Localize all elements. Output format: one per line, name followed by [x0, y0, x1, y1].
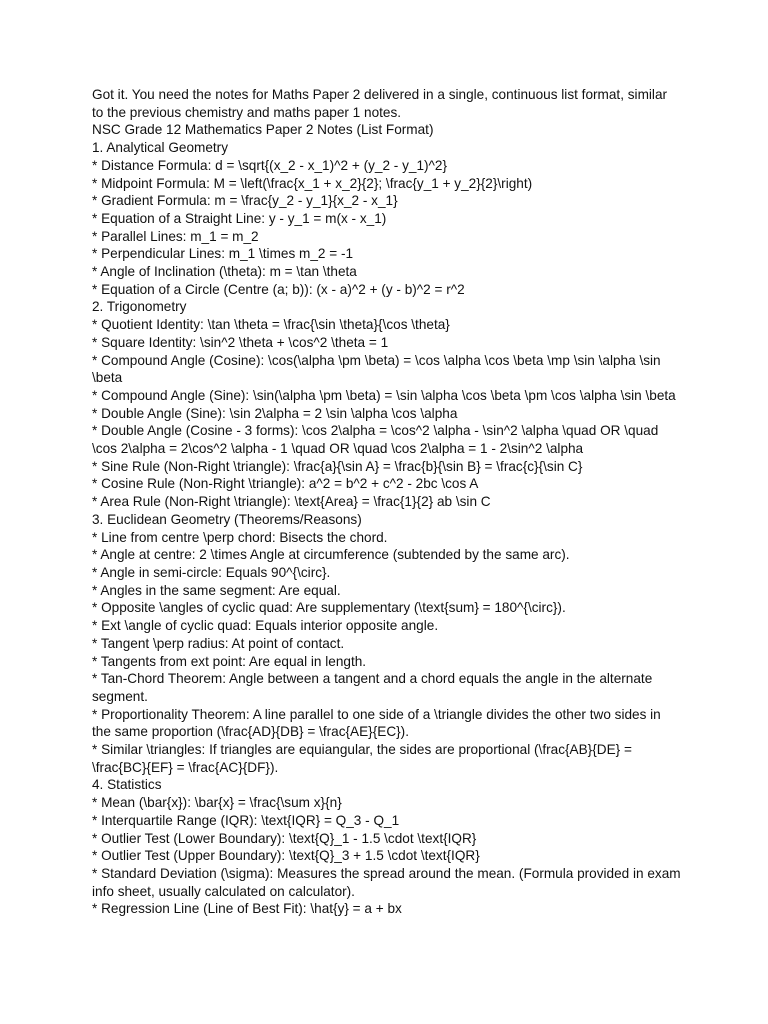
list-item: * Area Rule (Non-Right \triangle): \text{Area} = \frac{1}{2} ab \sin C	[92, 494, 491, 510]
list-item: * Regression Line (Line of Best Fit): \hat{y} = a + bx	[92, 901, 402, 917]
list-item: * Angle in semi-circle: Equals 90^{\circ}.	[92, 564, 331, 580]
list-item: * Compound Angle (Cosine): \cos(\alpha \pm \beta) = \cos \alpha \cos \beta \mp \sin \alpha \sin \beta	[92, 352, 661, 386]
list-item: * Sine Rule (Non-Right \triangle): \frac{a}{\sin A} = \frac{b}{\sin B} = \frac{c}{\sin C}	[92, 458, 583, 474]
list-item: * Quotient Identity: \tan \theta = \frac{\sin \theta}{\cos \theta}	[92, 317, 450, 333]
list-item: * Similar \triangles: If triangles are equiangular, the sides are proportional (\frac{AB}{DE} = \frac{BC}{EF} = \frac{AC}{DF}).	[92, 742, 632, 775]
list-item: * Compound Angle (Sine): \sin(\alpha \pm \beta) = \sin \alpha \cos \beta \pm \cos \alpha \sin \beta	[92, 387, 676, 403]
list-item: * Opposite \angles of cyclic quad: Are supplementary (\text{sum} = 180^{\circ}).	[92, 600, 566, 616]
list-item: * Perpendicular Lines: m_1 \times m_2 = -1	[92, 246, 354, 262]
list-item: * Angle at centre: 2 \times Angle at circumference (subtended by the same arc).	[92, 547, 570, 563]
section-heading: 4. Statistics	[92, 777, 162, 793]
notes-sections	[92, 139, 682, 918]
list-item: * Mean (\bar{x}): \bar{x} = \frac{\sum x}{n}	[92, 795, 342, 811]
section-heading: 3. Euclidean Geometry (Theorems/Reasons)	[92, 511, 362, 527]
list-item: * Cosine Rule (Non-Right \triangle): a^2 = b^2 + c^2 - 2bc \cos A	[92, 476, 479, 492]
list-item: * Tangents from ext point: Are equal in length.	[92, 653, 367, 669]
list-item: * Gradient Formula: m = \frac{y_2 - y_1}{x_2 - x_1}	[92, 193, 398, 209]
list-item: * Angles in the same segment: Are equal.	[92, 582, 341, 598]
list-item: * Midpoint Formula: M = \left(\frac{x_1 + x_2}{2}; \frac{y_1 + y_2}{2}\right)	[92, 175, 533, 191]
list-item: * Tangent \perp radius: At point of contact.	[92, 635, 345, 651]
notes-document	[92, 86, 682, 918]
list-item: * Equation of a Circle (Centre (a; b)): (x - a)^2 + (y - b)^2 = r^2	[92, 281, 465, 297]
section-heading: 2. Trigonometry	[92, 299, 187, 315]
list-item: * Double Angle (Cosine - 3 forms): \cos 2\alpha = \cos^2 \alpha - \sin^2 \alpha \quad OR \quad \cos 2\alpha = 2\cos^2 \alpha - 1 \quad OR \quad \cos 2\alpha = 1 - 2\sin^2 \alpha	[92, 423, 659, 457]
list-item: * Standard Deviation (\sigma): Measures the spread around the mean. (Formula provided in exam info sheet, usually calculated on calculator).	[92, 865, 681, 899]
list-item: * Interquartile Range (IQR): \text{IQR} = Q_3 - Q_1	[92, 812, 400, 828]
list-item: * Outlier Test (Upper Boundary): \text{Q}_3 + 1.5 \cdot \text{IQR}	[92, 848, 480, 864]
list-item: * Line from centre \perp chord: Bisects the chord.	[92, 529, 388, 545]
list-item: * Proportionality Theorem: A line parallel to one side of a \triangle divides the other two sides in the same proportion (\frac{AD}{DB} = \frac{AE}{EC}).	[92, 706, 661, 740]
list-item: * Double Angle (Sine): \sin 2\alpha = 2 \sin \alpha \cos \alpha	[92, 405, 458, 421]
list-item: * Equation of a Straight Line: y - y_1 = m(x - x_1)	[92, 210, 387, 226]
list-item: * Angle of Inclination (\theta): m = \tan \theta	[92, 264, 357, 280]
list-item: * Square Identity: \sin^2 \theta + \cos^2 \theta = 1	[92, 334, 389, 350]
list-item: * Distance Formula: d = \sqrt{(x_2 - x_1)^2 + (y_2 - y_1)^2}	[92, 157, 448, 173]
list-item: * Parallel Lines: m_1 = m_2	[92, 228, 259, 244]
list-item: * Outlier Test (Lower Boundary): \text{Q}_1 - 1.5 \cdot \text{IQR}	[92, 830, 477, 846]
section-heading: 1. Analytical Geometry	[92, 140, 228, 156]
list-item: * Tan-Chord Theorem: Angle between a tangent and a chord equals the angle in the alternate segment.	[92, 671, 653, 704]
document-title: NSC Grade 12 Mathematics Paper 2 Notes (List Format)	[92, 122, 434, 138]
intro-text: Got it. You need the notes for Maths Paper 2 delivered in a single, continuous list format, similar to the previous chemistry and maths paper 1 notes.	[92, 87, 668, 120]
list-item: * Ext \angle of cyclic quad: Equals interior opposite angle.	[92, 618, 439, 634]
